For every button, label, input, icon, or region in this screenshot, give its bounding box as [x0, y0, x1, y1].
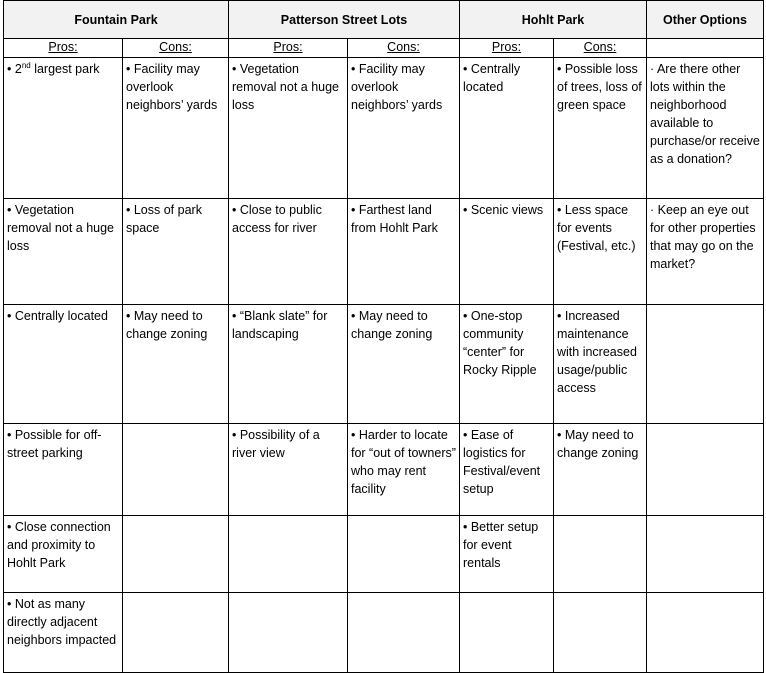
- subheader-pros: Pros:: [229, 39, 348, 58]
- table-cell: [647, 593, 764, 673]
- table-cell: • Harder to locate for “out of towners” who may rent facility: [348, 424, 460, 516]
- table-cell: • Scenic views: [460, 199, 554, 305]
- table-cell: • Less space for events (Festival, etc.): [554, 199, 647, 305]
- table-row: [4, 58, 764, 199]
- table-cell: · Are there other lots within the neighborhood available to purchase/or receive as a donation?: [647, 58, 764, 199]
- table-cell: [647, 424, 764, 516]
- subheader-cons: Cons:: [123, 39, 229, 58]
- table-cell: • Not as many directly adjacent neighbors impacted: [4, 593, 123, 673]
- table-cell: • “Blank slate” for landscaping: [229, 305, 348, 424]
- table-cell: [554, 516, 647, 593]
- table-row: [4, 305, 764, 424]
- table-cell: • Possible loss of trees, loss of green space: [554, 58, 647, 199]
- table-row: [4, 424, 764, 516]
- header-patterson-street-lots: Patterson Street Lots: [229, 1, 460, 39]
- table-cell: • Facility may overlook neighbors’ yards: [348, 58, 460, 199]
- table-cell: • May need to change zoning: [348, 305, 460, 424]
- subheader-cons: Cons:: [554, 39, 647, 58]
- subheader-cons: Cons:: [348, 39, 460, 58]
- table-cell: • Close to public access for river: [229, 199, 348, 305]
- table-row: [4, 593, 764, 673]
- table-cell: [229, 516, 348, 593]
- table-cell: • Centrally located: [460, 58, 554, 199]
- table-cell: • May need to change zoning: [554, 424, 647, 516]
- subheader-blank: [647, 39, 764, 58]
- header-other-options: Other Options: [647, 1, 764, 39]
- table-cell: [123, 424, 229, 516]
- header-hohlt-park: Hohlt Park: [460, 1, 647, 39]
- table-cell: • Loss of park space: [123, 199, 229, 305]
- table-cell: • Possible for off-street parking: [4, 424, 123, 516]
- table-cell: [460, 593, 554, 673]
- table-row: [4, 516, 764, 593]
- table-cell: • Centrally located: [4, 305, 123, 424]
- table-cell: [647, 516, 764, 593]
- table-cell: [123, 593, 229, 673]
- table-cell: [123, 516, 229, 593]
- table-cell: • Vegetation removal not a huge loss: [229, 58, 348, 199]
- table-cell: [348, 593, 460, 673]
- table-cell: • Vegetation removal not a huge loss: [4, 199, 123, 305]
- table-cell: [229, 593, 348, 673]
- subheader-pros: Pros:: [460, 39, 554, 58]
- table-cell: • May need to change zoning: [123, 305, 229, 424]
- subheader-row: [4, 39, 764, 58]
- table-cell: [348, 516, 460, 593]
- header-fountain-park: Fountain Park: [4, 1, 229, 39]
- table-cell: • Close connection and proximity to Hohlt Park: [4, 516, 123, 593]
- table-cell: · Keep an eye out for other properties that may go on the market?: [647, 199, 764, 305]
- table-cell: [647, 305, 764, 424]
- table-row: [4, 199, 764, 305]
- table-cell: [554, 593, 647, 673]
- header-row: [4, 1, 764, 39]
- table-cell: • Ease of logistics for Festival/event setup: [460, 424, 554, 516]
- pros-cons-table: [3, 0, 764, 673]
- table-cell: • Farthest land from Hohlt Park: [348, 199, 460, 305]
- table-cell: • Increased maintenance with increased usage/public access: [554, 305, 647, 424]
- subheader-pros: Pros:: [4, 39, 123, 58]
- table-cell: • 2nd largest park: [4, 58, 123, 199]
- table-cell: • Possibility of a river view: [229, 424, 348, 516]
- table-cell: • One-stop community “center” for Rocky Ripple: [460, 305, 554, 424]
- table-cell: • Better setup for event rentals: [460, 516, 554, 593]
- table-cell: • Facility may overlook neighbors’ yards: [123, 58, 229, 199]
